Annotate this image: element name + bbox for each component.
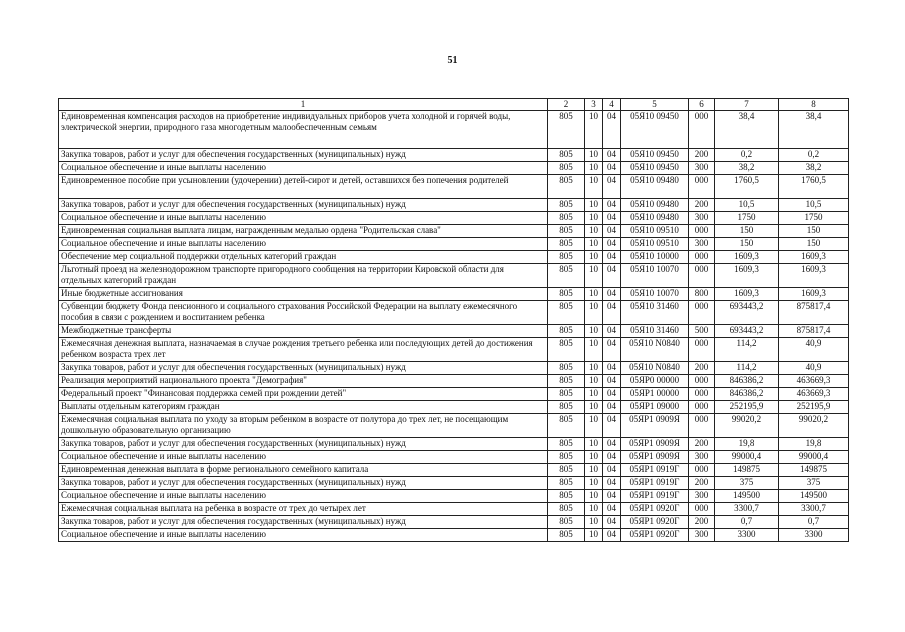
table-row [59, 362, 849, 375]
row-code-cell: 805 [548, 529, 585, 542]
row-section-cell: 10 [585, 414, 603, 438]
row-subsection-cell: 04 [603, 149, 621, 162]
header-cell: 2 [548, 99, 585, 111]
row-code-cell: 805 [548, 414, 585, 438]
row-subsection-cell: 04 [603, 251, 621, 264]
row-expense-type-cell: 200 [689, 149, 715, 162]
row-section-cell: 10 [585, 212, 603, 225]
row-expense-type-cell: 000 [689, 375, 715, 388]
row-amount-1-cell: 10,5 [715, 199, 779, 212]
row-code-cell: 805 [548, 199, 585, 212]
row-name-cell: Льготный проезд на железнодорожном транспорте пригородного сообщения на территории Кировской области для отдельных категорий граждан [59, 264, 548, 288]
table-row [59, 288, 849, 301]
row-name-cell: Межбюджетные трансферты [59, 325, 548, 338]
row-name-cell: Ежемесячная социальная выплата на ребенка в возрасте от трех до четырех лет [59, 503, 548, 516]
row-expense-type-cell: 000 [689, 388, 715, 401]
table-row [59, 529, 849, 542]
row-amount-1-cell: 1760,5 [715, 175, 779, 199]
row-target-article-cell: 05Я10 10000 [621, 251, 689, 264]
row-code-cell: 805 [548, 388, 585, 401]
row-name-cell: Единовременное пособие при усыновлении (удочерении) детей-сирот и детей, оставшихся без попечения родителей [59, 175, 548, 199]
page-number: 51 [447, 55, 458, 66]
row-amount-1-cell: 846386,2 [715, 388, 779, 401]
row-code-cell: 805 [548, 338, 585, 362]
row-target-article-cell: 05ЯР1 00000 [621, 388, 689, 401]
row-section-cell: 10 [585, 490, 603, 503]
row-amount-2-cell: 0,7 [779, 516, 849, 529]
row-subsection-cell: 04 [603, 199, 621, 212]
table-row [59, 375, 849, 388]
row-amount-2-cell: 150 [779, 238, 849, 251]
table-row [59, 111, 849, 149]
row-name-cell: Единовременная компенсация расходов на приобретение индивидуальных приборов учета холодной и горячей воды, электрической энергии, природного газа многодетным малообеспеченным семьям [59, 111, 548, 149]
row-section-cell: 10 [585, 503, 603, 516]
row-amount-2-cell: 1609,3 [779, 264, 849, 288]
row-amount-1-cell: 38,2 [715, 162, 779, 175]
row-expense-type-cell: 000 [689, 414, 715, 438]
row-expense-type-cell: 500 [689, 325, 715, 338]
row-expense-type-cell: 300 [689, 529, 715, 542]
header-cell: 3 [585, 99, 603, 111]
row-name-cell: Федеральный проект "Финансовая поддержка семей при рождении детей" [59, 388, 548, 401]
table-row [59, 477, 849, 490]
row-subsection-cell: 04 [603, 162, 621, 175]
row-code-cell: 805 [548, 490, 585, 503]
row-target-article-cell: 05Я10 09510 [621, 225, 689, 238]
row-amount-1-cell: 149875 [715, 464, 779, 477]
row-amount-2-cell: 1609,3 [779, 251, 849, 264]
row-name-cell: Социальное обеспечение и иные выплаты населению [59, 529, 548, 542]
table-row [59, 401, 849, 414]
row-name-cell: Закупка товаров, работ и услуг для обеспечения государственных (муниципальных) нужд [59, 199, 548, 212]
row-expense-type-cell: 000 [689, 338, 715, 362]
row-amount-2-cell: 40,9 [779, 362, 849, 375]
row-target-article-cell: 05ЯР1 0909Я [621, 438, 689, 451]
row-code-cell: 805 [548, 225, 585, 238]
row-amount-1-cell: 19,8 [715, 438, 779, 451]
row-name-cell: Закупка товаров, работ и услуг для обеспечения государственных (муниципальных) нужд [59, 149, 548, 162]
row-subsection-cell: 04 [603, 451, 621, 464]
table-row [59, 225, 849, 238]
row-subsection-cell: 04 [603, 212, 621, 225]
row-expense-type-cell: 000 [689, 251, 715, 264]
row-section-cell: 10 [585, 516, 603, 529]
row-amount-1-cell: 1750 [715, 212, 779, 225]
row-subsection-cell: 04 [603, 362, 621, 375]
row-section-cell: 10 [585, 199, 603, 212]
row-name-cell: Субвенции бюджету Фонда пенсионного и социального страхования Российской Федерации на выплату ежемесячного пособия в связи с рождением и воспитанием ребенка [59, 301, 548, 325]
row-expense-type-cell: 200 [689, 199, 715, 212]
row-expense-type-cell: 200 [689, 438, 715, 451]
row-name-cell: Иные бюджетные ассигнования [59, 288, 548, 301]
table-row [59, 175, 849, 199]
row-expense-type-cell: 300 [689, 238, 715, 251]
row-name-cell: Социальное обеспечение и иные выплаты населению [59, 212, 548, 225]
row-section-cell: 10 [585, 325, 603, 338]
row-name-cell: Социальное обеспечение и иные выплаты населению [59, 162, 548, 175]
row-name-cell: Реализация мероприятий национального проекта "Демография" [59, 375, 548, 388]
row-amount-1-cell: 0,2 [715, 149, 779, 162]
row-target-article-cell: 05Я10 31460 [621, 301, 689, 325]
row-subsection-cell: 04 [603, 529, 621, 542]
row-subsection-cell: 04 [603, 288, 621, 301]
row-target-article-cell: 05Я10 09480 [621, 212, 689, 225]
row-target-article-cell: 05Я10 N0840 [621, 362, 689, 375]
row-amount-2-cell: 0,2 [779, 149, 849, 162]
row-code-cell: 805 [548, 251, 585, 264]
row-name-cell: Закупка товаров, работ и услуг для обеспечения государственных (муниципальных) нужд [59, 438, 548, 451]
row-section-cell: 10 [585, 438, 603, 451]
row-section-cell: 10 [585, 162, 603, 175]
row-name-cell: Социальное обеспечение и иные выплаты населению [59, 238, 548, 251]
row-expense-type-cell: 000 [689, 301, 715, 325]
row-amount-1-cell: 38,4 [715, 111, 779, 149]
row-section-cell: 10 [585, 338, 603, 362]
header-cell: 8 [779, 99, 849, 111]
budget-table [58, 98, 849, 542]
table-row [59, 464, 849, 477]
row-code-cell: 805 [548, 438, 585, 451]
row-subsection-cell: 04 [603, 225, 621, 238]
table-row [59, 199, 849, 212]
row-code-cell: 805 [548, 288, 585, 301]
row-subsection-cell: 04 [603, 516, 621, 529]
row-target-article-cell: 05ЯР1 0909Я [621, 414, 689, 438]
row-code-cell: 805 [548, 375, 585, 388]
row-code-cell: 805 [548, 401, 585, 414]
table-row [59, 414, 849, 438]
table-row [59, 162, 849, 175]
row-section-cell: 10 [585, 388, 603, 401]
row-amount-1-cell: 1609,3 [715, 251, 779, 264]
table-row [59, 338, 849, 362]
header-cell: 1 [59, 99, 548, 111]
row-subsection-cell: 04 [603, 464, 621, 477]
row-amount-2-cell: 99000,4 [779, 451, 849, 464]
row-section-cell: 10 [585, 464, 603, 477]
row-expense-type-cell: 200 [689, 477, 715, 490]
row-amount-1-cell: 846386,2 [715, 375, 779, 388]
row-subsection-cell: 04 [603, 438, 621, 451]
row-code-cell: 805 [548, 503, 585, 516]
row-name-cell: Единовременная денежная выплата в форме регионального семейного капитала [59, 464, 548, 477]
row-amount-2-cell: 10,5 [779, 199, 849, 212]
row-code-cell: 805 [548, 477, 585, 490]
table-row [59, 325, 849, 338]
row-target-article-cell: 05ЯР1 0919Г [621, 490, 689, 503]
table-row [59, 516, 849, 529]
row-code-cell: 805 [548, 264, 585, 288]
row-subsection-cell: 04 [603, 238, 621, 251]
row-amount-2-cell: 38,2 [779, 162, 849, 175]
row-section-cell: 10 [585, 175, 603, 199]
row-code-cell: 805 [548, 464, 585, 477]
table-row [59, 503, 849, 516]
row-code-cell: 805 [548, 516, 585, 529]
table-row [59, 388, 849, 401]
row-amount-2-cell: 1750 [779, 212, 849, 225]
row-section-cell: 10 [585, 111, 603, 149]
row-amount-2-cell: 463669,3 [779, 388, 849, 401]
row-amount-2-cell: 1760,5 [779, 175, 849, 199]
row-code-cell: 805 [548, 175, 585, 199]
row-expense-type-cell: 000 [689, 401, 715, 414]
row-target-article-cell: 05ЯР1 0920Г [621, 516, 689, 529]
row-subsection-cell: 04 [603, 301, 621, 325]
row-subsection-cell: 04 [603, 401, 621, 414]
row-target-article-cell: 05ЯР1 0919Г [621, 477, 689, 490]
row-amount-2-cell: 40,9 [779, 338, 849, 362]
row-code-cell: 805 [548, 111, 585, 149]
row-subsection-cell: 04 [603, 175, 621, 199]
row-target-article-cell: 05Я10 09510 [621, 238, 689, 251]
row-code-cell: 805 [548, 149, 585, 162]
row-subsection-cell: 04 [603, 111, 621, 149]
row-expense-type-cell: 200 [689, 362, 715, 375]
row-target-article-cell: 05Я10 09480 [621, 175, 689, 199]
row-target-article-cell: 05ЯР0 00000 [621, 375, 689, 388]
row-section-cell: 10 [585, 225, 603, 238]
table-row [59, 238, 849, 251]
row-expense-type-cell: 300 [689, 451, 715, 464]
row-section-cell: 10 [585, 451, 603, 464]
row-code-cell: 805 [548, 212, 585, 225]
row-subsection-cell: 04 [603, 388, 621, 401]
row-section-cell: 10 [585, 288, 603, 301]
row-section-cell: 10 [585, 362, 603, 375]
header-cell: 7 [715, 99, 779, 111]
row-name-cell: Ежемесячная социальная выплата по уходу за вторым ребенком в возрасте от полутора до трех лет, не посещающим дошкольную образовательную организацию [59, 414, 548, 438]
row-section-cell: 10 [585, 264, 603, 288]
table-row [59, 251, 849, 264]
row-subsection-cell: 04 [603, 264, 621, 288]
row-expense-type-cell: 000 [689, 503, 715, 516]
row-amount-2-cell: 3300,7 [779, 503, 849, 516]
table-row [59, 438, 849, 451]
row-section-cell: 10 [585, 238, 603, 251]
row-expense-type-cell: 000 [689, 175, 715, 199]
row-section-cell: 10 [585, 401, 603, 414]
row-amount-1-cell: 99000,4 [715, 451, 779, 464]
row-subsection-cell: 04 [603, 477, 621, 490]
row-expense-type-cell: 000 [689, 464, 715, 477]
row-section-cell: 10 [585, 301, 603, 325]
row-amount-2-cell: 150 [779, 225, 849, 238]
row-code-cell: 805 [548, 362, 585, 375]
row-section-cell: 10 [585, 529, 603, 542]
table-row [59, 149, 849, 162]
row-amount-2-cell: 875817,4 [779, 301, 849, 325]
row-name-cell: Выплаты отдельным категориям граждан [59, 401, 548, 414]
row-subsection-cell: 04 [603, 325, 621, 338]
row-section-cell: 10 [585, 477, 603, 490]
row-section-cell: 10 [585, 251, 603, 264]
row-amount-1-cell: 149500 [715, 490, 779, 503]
row-code-cell: 805 [548, 451, 585, 464]
row-amount-2-cell: 99020,2 [779, 414, 849, 438]
header-cell: 5 [621, 99, 689, 111]
row-target-article-cell: 05ЯР1 09000 [621, 401, 689, 414]
row-target-article-cell: 05Я10 N0840 [621, 338, 689, 362]
row-amount-1-cell: 114,2 [715, 338, 779, 362]
row-amount-1-cell: 0,7 [715, 516, 779, 529]
row-subsection-cell: 04 [603, 503, 621, 516]
row-target-article-cell: 05Я10 09450 [621, 149, 689, 162]
row-name-cell: Ежемесячная денежная выплата, назначаемая в случае рождения третьего ребенка или последующих детей до достижения ребенком возраста трех лет [59, 338, 548, 362]
table-row [59, 264, 849, 288]
row-expense-type-cell: 300 [689, 490, 715, 503]
row-amount-2-cell: 252195,9 [779, 401, 849, 414]
row-subsection-cell: 04 [603, 338, 621, 362]
row-target-article-cell: 05Я10 09480 [621, 199, 689, 212]
row-target-article-cell: 05Я10 10070 [621, 264, 689, 288]
header-cell: 4 [603, 99, 621, 111]
row-amount-2-cell: 38,4 [779, 111, 849, 149]
row-expense-type-cell: 000 [689, 264, 715, 288]
row-amount-1-cell: 693443,2 [715, 325, 779, 338]
row-expense-type-cell: 200 [689, 516, 715, 529]
row-subsection-cell: 04 [603, 414, 621, 438]
row-name-cell: Единовременная социальная выплата лицам, награжденным медалью ордена "Родительская слава" [59, 225, 548, 238]
row-subsection-cell: 04 [603, 490, 621, 503]
row-target-article-cell: 05ЯР1 0919Г [621, 464, 689, 477]
row-amount-2-cell: 1609,3 [779, 288, 849, 301]
row-amount-2-cell: 3300 [779, 529, 849, 542]
row-amount-2-cell: 19,8 [779, 438, 849, 451]
row-amount-2-cell: 149500 [779, 490, 849, 503]
row-target-article-cell: 05Я10 31460 [621, 325, 689, 338]
header-row [59, 99, 849, 111]
table-body [59, 111, 849, 542]
row-amount-1-cell: 1609,3 [715, 288, 779, 301]
row-amount-1-cell: 99020,2 [715, 414, 779, 438]
row-code-cell: 805 [548, 238, 585, 251]
table-row [59, 212, 849, 225]
row-target-article-cell: 05ЯР1 0920Г [621, 503, 689, 516]
row-code-cell: 805 [548, 325, 585, 338]
row-section-cell: 10 [585, 375, 603, 388]
row-code-cell: 805 [548, 162, 585, 175]
row-name-cell: Социальное обеспечение и иные выплаты населению [59, 451, 548, 464]
row-expense-type-cell: 000 [689, 225, 715, 238]
row-amount-1-cell: 252195,9 [715, 401, 779, 414]
table-row [59, 301, 849, 325]
row-amount-1-cell: 150 [715, 225, 779, 238]
row-target-article-cell: 05Я10 09450 [621, 111, 689, 149]
row-expense-type-cell: 300 [689, 212, 715, 225]
row-subsection-cell: 04 [603, 375, 621, 388]
row-expense-type-cell: 300 [689, 162, 715, 175]
row-amount-1-cell: 150 [715, 238, 779, 251]
row-name-cell: Закупка товаров, работ и услуг для обеспечения государственных (муниципальных) нужд [59, 477, 548, 490]
row-target-article-cell: 05ЯР1 0909Я [621, 451, 689, 464]
row-target-article-cell: 05Я10 09450 [621, 162, 689, 175]
row-name-cell: Закупка товаров, работ и услуг для обеспечения государственных (муниципальных) нужд [59, 362, 548, 375]
row-amount-1-cell: 1609,3 [715, 264, 779, 288]
row-amount-1-cell: 375 [715, 477, 779, 490]
row-amount-2-cell: 875817,4 [779, 325, 849, 338]
row-amount-2-cell: 149875 [779, 464, 849, 477]
row-expense-type-cell: 800 [689, 288, 715, 301]
row-target-article-cell: 05ЯР1 0920Г [621, 529, 689, 542]
row-target-article-cell: 05Я10 10070 [621, 288, 689, 301]
row-name-cell: Обеспечение мер социальной поддержки отдельных категорий граждан [59, 251, 548, 264]
row-code-cell: 805 [548, 301, 585, 325]
row-amount-2-cell: 375 [779, 477, 849, 490]
row-section-cell: 10 [585, 149, 603, 162]
row-amount-2-cell: 463669,3 [779, 375, 849, 388]
row-amount-1-cell: 3300 [715, 529, 779, 542]
row-amount-1-cell: 3300,7 [715, 503, 779, 516]
table-row [59, 490, 849, 503]
row-amount-1-cell: 693443,2 [715, 301, 779, 325]
row-name-cell: Социальное обеспечение и иные выплаты населению [59, 490, 548, 503]
table-row [59, 451, 849, 464]
header-cell: 6 [689, 99, 715, 111]
row-amount-1-cell: 114,2 [715, 362, 779, 375]
row-expense-type-cell: 000 [689, 111, 715, 149]
row-name-cell: Закупка товаров, работ и услуг для обеспечения государственных (муниципальных) нужд [59, 516, 548, 529]
